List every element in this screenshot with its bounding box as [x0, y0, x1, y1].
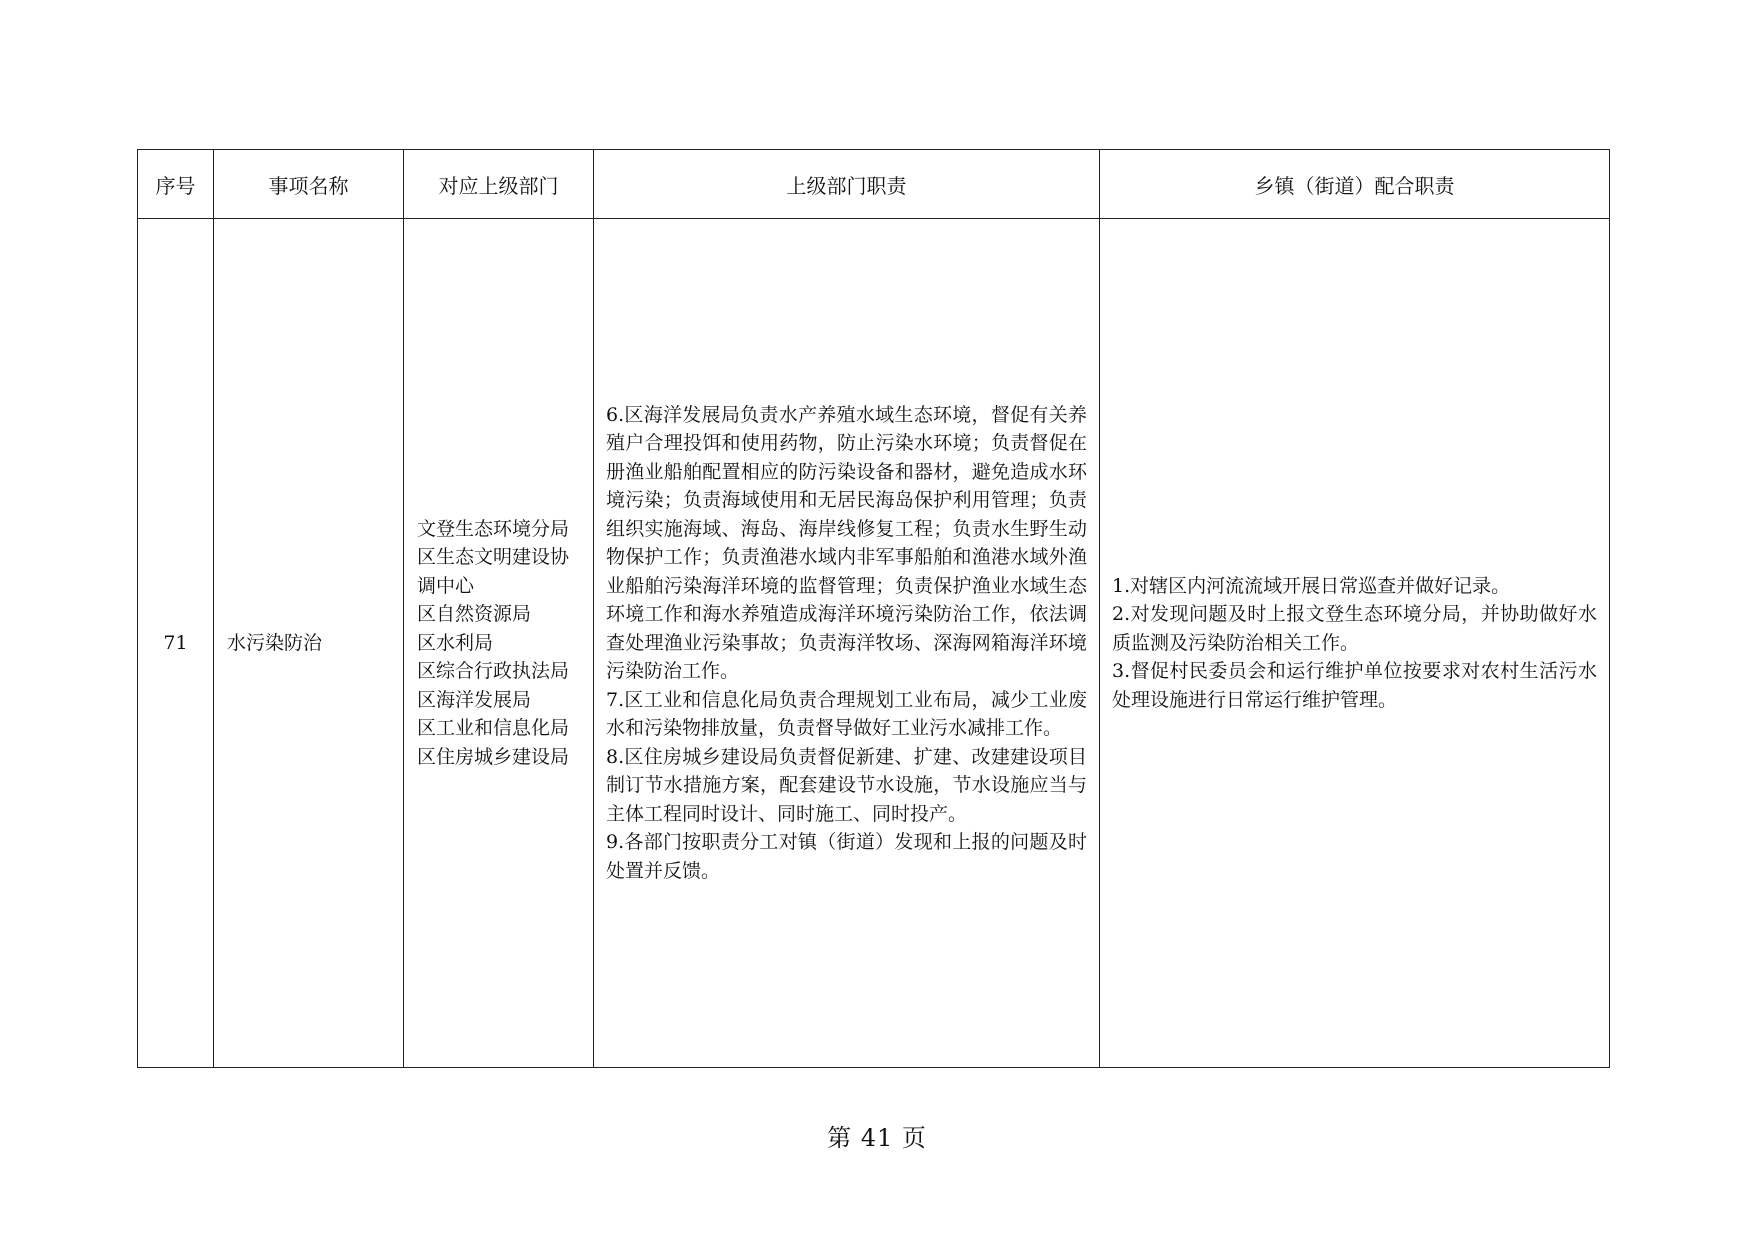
department-entry: 区自然资源局: [417, 603, 532, 626]
row-departments: [404, 219, 594, 1068]
superior-duty-paragraph: 9.各部门按职责分工对镇（街道）发现和上报的问题及时处置并反馈。: [606, 831, 1087, 882]
department-entry: 区水利局: [417, 631, 494, 654]
row-index: 71: [138, 219, 214, 1068]
superior-duty-paragraph: 6.区海洋发展局负责水产养殖水域生态环境，督促有关养殖户合理投饵和使用药物，防止污染水环境；负责督促在册渔业船舶配置相应的防污染设备和器材，避免造成水环境污染；负责海域使用和无居民海岛保护利用管理；负责组织实施海域、海岛、海岸线修复工程；负责水生野生动物保护工作；负责渔港水域内非军事船舶和渔港水域外渔业船舶污染海洋环境的监督管理；负责保护渔业水域生态环境工作和海水养殖造成海洋环境污染防治工作，依法调查处理渔业污染事故；负责海洋牧场、深海网箱海洋环境污染防治工作。: [606, 403, 1087, 683]
header-town-duty: 乡镇（街道）配合职责: [1100, 150, 1610, 219]
department-entry: 区工业和信息化局: [417, 717, 570, 740]
header-superior-duty: 上级部门职责: [594, 150, 1100, 219]
superior-duty-paragraph: 7.区工业和信息化局负责合理规划工业布局，减少工业废水和污染物排放量，负责督导做好工业污水减排工作。: [606, 688, 1087, 740]
header-superior-dept: 对应上级部门: [404, 150, 594, 219]
department-entry: 区生态文明建设协调中心: [417, 546, 570, 597]
row-item-name: 水污染防治: [214, 219, 404, 1068]
town-duty-paragraph: 3.督促村民委员会和运行维护单位按要求对农村生活污水处理设施进行日常运行维护管理。: [1112, 660, 1597, 711]
table-header-row: [138, 150, 1610, 219]
department-entry: 文登生态环境分局: [417, 517, 570, 540]
duty-table: [137, 149, 1610, 1068]
superior-duty-paragraph: 8.区住房城乡建设局负责督促新建、扩建、改建建设项目制订节水措施方案，配套建设节水设施，节水设施应当与主体工程同时设计、同时施工、同时投产。: [606, 745, 1087, 825]
department-entry: 区住房城乡建设局: [417, 745, 570, 768]
page-number: 第 41 页: [827, 1124, 927, 1152]
row-superior-duties: [594, 219, 1100, 1068]
row-town-duties: [1100, 219, 1610, 1068]
header-index: 序号: [138, 150, 214, 219]
town-duty-paragraph: 2.对发现问题及时上报文登生态环境分局，并协助做好水质监测及污染防治相关工作。: [1112, 603, 1597, 654]
town-duty-paragraph: 1.对辖区内河流流域开展日常巡查并做好记录。: [1112, 574, 1511, 597]
table-row: [138, 219, 1610, 1068]
header-item-name: 事项名称: [214, 150, 404, 219]
department-entry: 区海洋发展局: [417, 688, 532, 711]
department-entry: 区综合行政执法局: [417, 660, 570, 683]
